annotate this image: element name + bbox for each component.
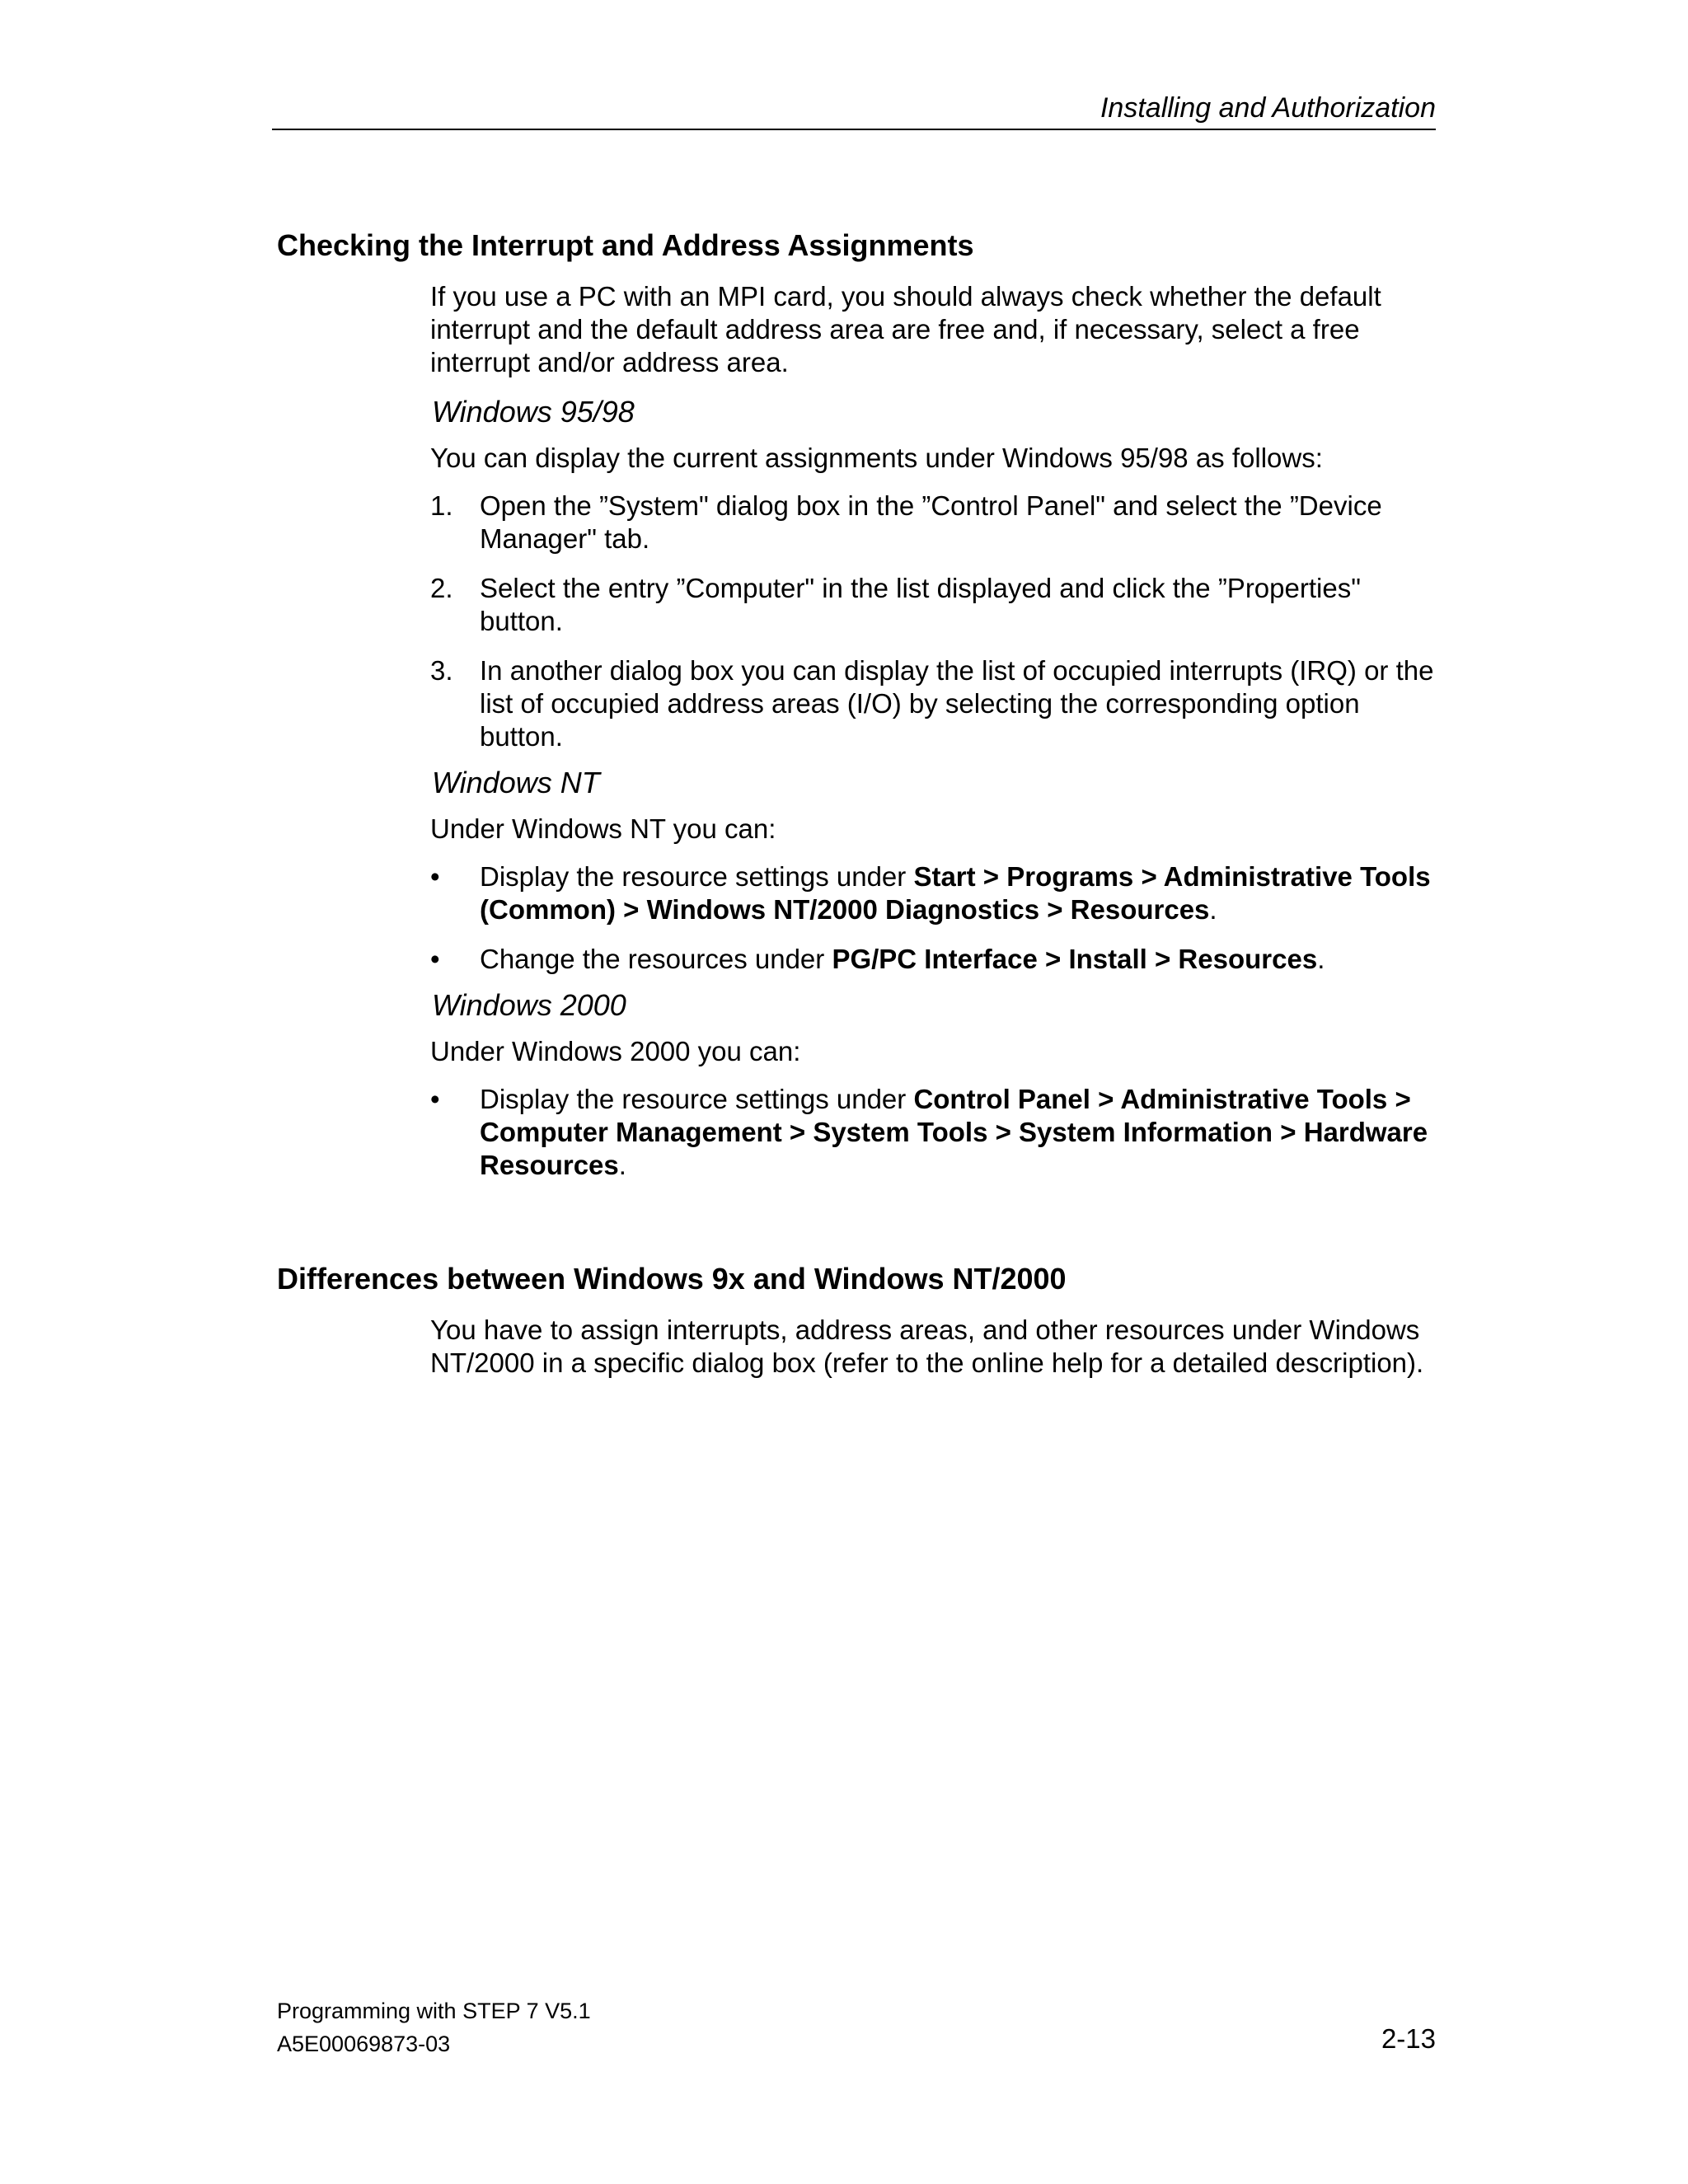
step-number: 1. (430, 490, 453, 521)
list-item-bullet (430, 1083, 1436, 1182)
bullet-text-post: . (1209, 894, 1217, 925)
subhead-windows-nt: Windows NT (432, 766, 600, 799)
step-text: In another dialog box you can display the list of occupied interrupts (IRQ) or the list of occupied address areas (I/O) by selecting the corresponding option button. (480, 655, 1434, 752)
win2000-lead: Under Windows 2000 you can: (430, 1036, 801, 1066)
section-body-interrupt-address (430, 280, 1436, 1198)
step-text: Select the entry ”Computer" in the list displayed and click the ”Properties" button. (480, 573, 1361, 636)
bullet-icon: • (430, 944, 440, 974)
list-item-step-3 (430, 654, 1436, 753)
win9x-lead: You can display the current assignments under Windows 95/98 as follows: (430, 443, 1323, 473)
list-item-bullet (430, 860, 1436, 926)
subhead-windows-95-98: Windows 95/98 (432, 395, 635, 429)
bullet-text-pre: Display the resource settings under (480, 1084, 914, 1114)
menu-path: Start > Programs > Administrative Tools (Common) > Windows NT/2000 Diagnostics > Resources (480, 861, 1431, 925)
winnt-lead: Under Windows NT you can: (430, 813, 776, 844)
step-text: Open the ”System" dialog box in the ”Control Panel" and select the ”Device Manager" tab. (480, 490, 1382, 554)
menu-path: Control Panel > Administrative Tools > Computer Management > System Tools > System Information > Hardware Resources (480, 1084, 1428, 1180)
footer-left (277, 1994, 591, 2060)
menu-path: PG/PC Interface > Install > Resources (832, 944, 1318, 974)
page-number: 2-13 (1381, 2023, 1436, 2054)
section-heading-differences: Differences between Windows 9x and Windows NT/2000 (277, 1262, 1067, 1296)
bullet-text-pre: Display the resource settings under (480, 861, 914, 892)
section-body-differences (430, 1314, 1436, 1394)
bullet-icon: • (430, 861, 440, 892)
header-rule (272, 129, 1436, 130)
differences-paragraph: You have to assign interrupts, address areas, and other resources under Windows NT/2000 in a specific dialog box (refer to the online help for a detailed description). (430, 1315, 1424, 1378)
list-item-step-1 (430, 490, 1436, 555)
intro-paragraph: If you use a PC with an MPI card, you should always check whether the default interrupt and the default address area are free and, if necessary, select a free interrupt and/or address area. (430, 281, 1381, 377)
step-number: 3. (430, 655, 453, 686)
bullet-text-post: . (1317, 944, 1325, 974)
list-item-bullet (430, 943, 1436, 976)
bullet-text-post: . (618, 1150, 626, 1180)
subhead-windows-2000: Windows 2000 (432, 988, 626, 1022)
section-heading-interrupt-address: Checking the Interrupt and Address Assignments (277, 228, 974, 262)
bullet-icon: • (430, 1084, 440, 1114)
bullet-text-pre: Change the resources under (480, 944, 832, 974)
step-number: 2. (430, 573, 453, 603)
document-number: A5E00069873-03 (277, 2032, 451, 2056)
list-item-step-2 (430, 572, 1436, 638)
manual-title: Programming with STEP 7 V5.1 (277, 1999, 591, 2023)
running-header: Installing and Authorization (1100, 92, 1436, 124)
